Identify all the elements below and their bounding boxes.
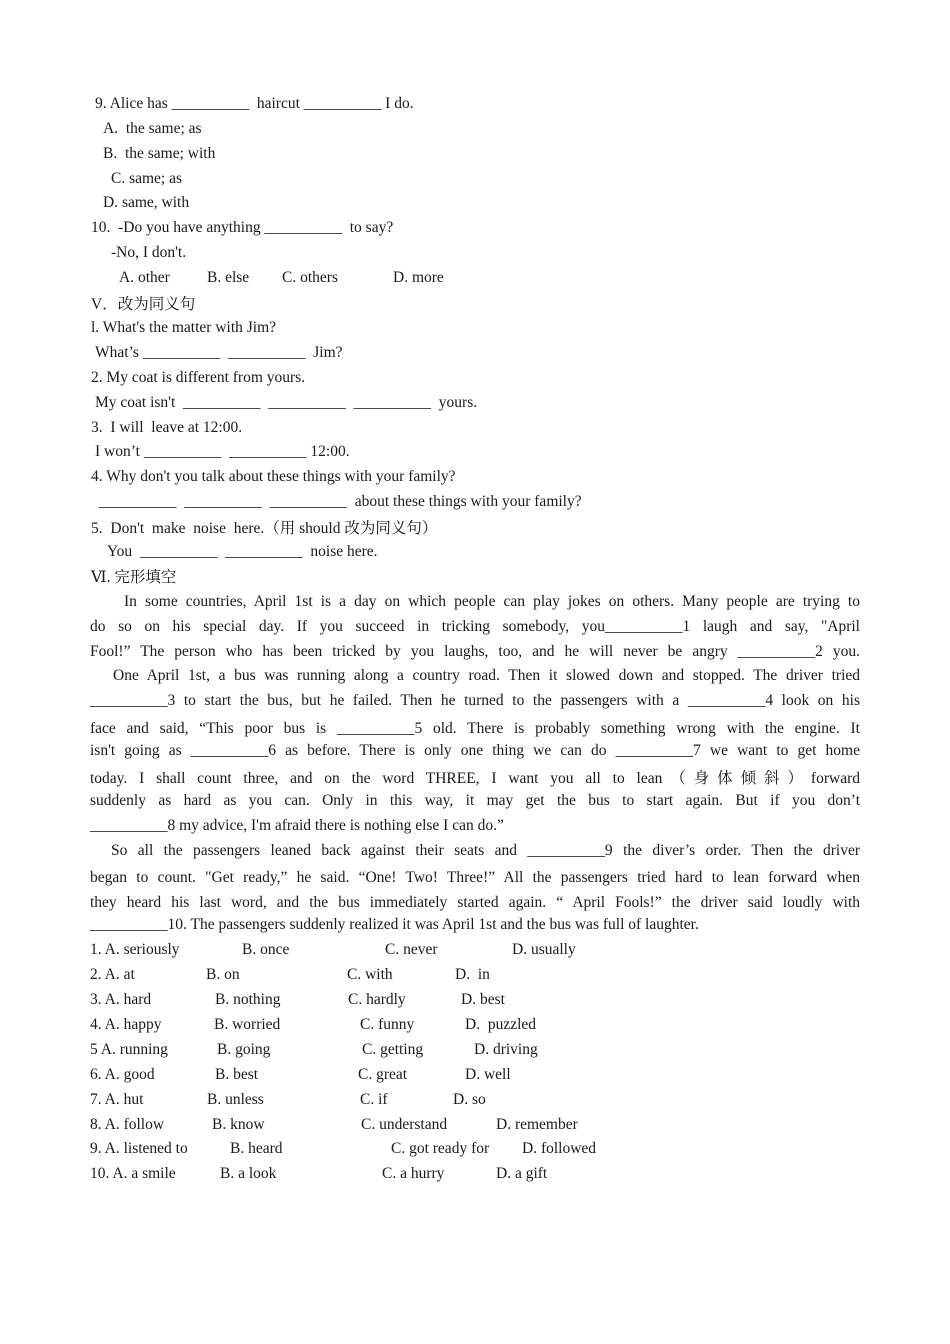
s5-item-2-rewrite: My coat isn't __________ __________ __________ yours. [95,394,478,411]
option-d: D. a gift [496,1165,548,1182]
cloze-options-row [90,1091,790,1109]
option-c: C. hardly [348,991,406,1008]
option-a: 5 A. running [90,1041,168,1058]
passage-line: __________3 to start the bus, but he failed. Then he turned to the passengers with a __________4 look on his [90,692,860,709]
passage-line: isn't going as __________6 as before. There is only one thing we can do __________7 we want to get home [90,742,860,759]
s5-item-4-rewrite: __________ __________ __________ about these things with your family? [99,493,582,510]
option-d: D. in [455,966,490,983]
option-d: D. so [453,1091,486,1108]
option-d: D. remember [496,1116,578,1133]
option-d: D. driving [474,1041,538,1058]
s5-item-1-original: l. What's the matter with Jim? [91,319,277,336]
s5-item-4-original: 4. Why don't you talk about these things with your family? [91,468,456,485]
cloze-options-row [90,1041,790,1059]
passage-line: began to count. "Get ready,” he said. “One! Two! Three!” All the passengers tried hard to lean forward when [90,869,860,886]
section-6-heading: Ⅵ. 完形填空 [91,569,177,586]
cloze-options-row [90,1066,790,1084]
q9-stem: 9. Alice has __________ haircut __________ I do. [95,95,414,112]
s5-item-3-rewrite: I won’t __________ __________ 12:00. [95,443,350,460]
section-5-heading: V．改为同义句 [91,296,196,313]
option-a: 10. A. a smile [90,1165,176,1182]
cloze-options-row [90,1116,790,1134]
option-d: D. usually [512,941,576,958]
passage-line: __________8 my advice, I'm afraid there is nothing else I can do.” [90,817,504,834]
option-a: 9. A. listened to [90,1140,188,1157]
option-b: B. going [217,1041,271,1058]
option-d: D. best [461,991,505,1008]
passage-line: do so on his special day. If you succeed in tricking somebody, you__________1 laugh and say, "April [90,618,860,635]
cloze-options-row [90,991,790,1009]
option-c: C. got ready for [391,1140,490,1157]
option-b: B. nothing [215,991,281,1008]
option-a: 6. A. good [90,1066,155,1083]
passage-line: today. I shall count three, and on the word THREE, I want you all to lean（身体倾斜）forward [90,770,860,787]
option-d: D. well [465,1066,511,1083]
q10-option-a: A. other [119,269,170,286]
option-c: C. never [385,941,438,958]
passage-line: In some countries, April 1st is a day on which people can play jokes on others. Many people are trying to [124,593,860,610]
q9-option-b: B. the same; with [103,145,216,162]
q10-option-d: D. more [393,269,444,286]
passage-line: suddenly as hard as you can. Only in this way, it may get the bus to start again. But if you don’t [90,792,860,809]
s5-item-5-original: 5. Don't make noise here.（用 should 改为同义句） [91,520,438,537]
cloze-options-row [90,966,790,984]
option-b: B. best [215,1066,259,1083]
option-b: B. once [242,941,290,958]
option-b: B. worried [214,1016,281,1033]
option-c: C. understand [361,1116,448,1133]
option-d: D. puzzled [465,1016,537,1033]
passage-line: they heard his last word, and the bus immediately started again. “ April Fools!” the driver said loudly with [90,894,860,911]
option-a: 4. A. happy [90,1016,162,1033]
q9-option-c: C. same; as [111,170,183,187]
option-b: B. know [212,1116,265,1133]
option-d: D. followed [522,1140,597,1157]
option-b: B. heard [230,1140,283,1157]
q10-reply: -No, I don't. [111,244,187,261]
option-b: B. on [206,966,240,983]
option-c: C. getting [362,1041,424,1058]
option-c: C. a hurry [382,1165,445,1182]
option-a: 3. A. hard [90,991,152,1008]
option-b: B. unless [207,1091,264,1108]
option-c: C. great [358,1066,408,1083]
cloze-options-row [90,1165,790,1183]
cloze-options-row [90,1016,790,1034]
s5-item-2-original: 2. My coat is different from yours. [91,369,306,386]
passage-line: One April 1st, a bus was running along a country road. Then it slowed down and stopped. The driver tried [113,667,860,684]
s5-item-1-rewrite: What’s __________ __________ Jim? [95,344,343,361]
s5-item-3-original: 3. I will leave at 12:00. [91,419,243,436]
option-a: 8. A. follow [90,1116,165,1133]
option-a: 1. A. seriously [90,941,180,958]
q9-option-d: D. same, with [103,194,190,211]
option-b: B. a look [220,1165,277,1182]
q10-option-b: B. else [207,269,250,286]
passage-line: __________10. The passengers suddenly realized it was April 1st and the bus was full of laughter. [90,916,699,933]
passage-line: face and said, “This poor bus is __________5 old. There is probably something wrong with the engine. It [90,720,860,737]
option-c: C. funny [360,1016,415,1033]
q10-stem: 10. -Do you have anything __________ to say? [91,219,394,236]
option-c: C. if [360,1091,388,1108]
q9-option-a: A. the same; as [103,120,202,137]
cloze-options-row [90,941,790,959]
option-c: C. with [347,966,393,983]
passage-line: So all the passengers leaned back against their seats and __________9 the diver’s order. Then the driver [111,842,860,859]
option-a: 2. A. at [90,966,135,983]
q10-option-c: C. others [282,269,338,286]
cloze-options-row [90,1140,790,1158]
s5-item-5-rewrite: You __________ __________ noise here. [107,543,378,560]
passage-line: Fool!” The person who has been tricked by you laughs, too, and he will never be angry __________2 you. [90,643,860,660]
option-a: 7. A. hut [90,1091,144,1108]
